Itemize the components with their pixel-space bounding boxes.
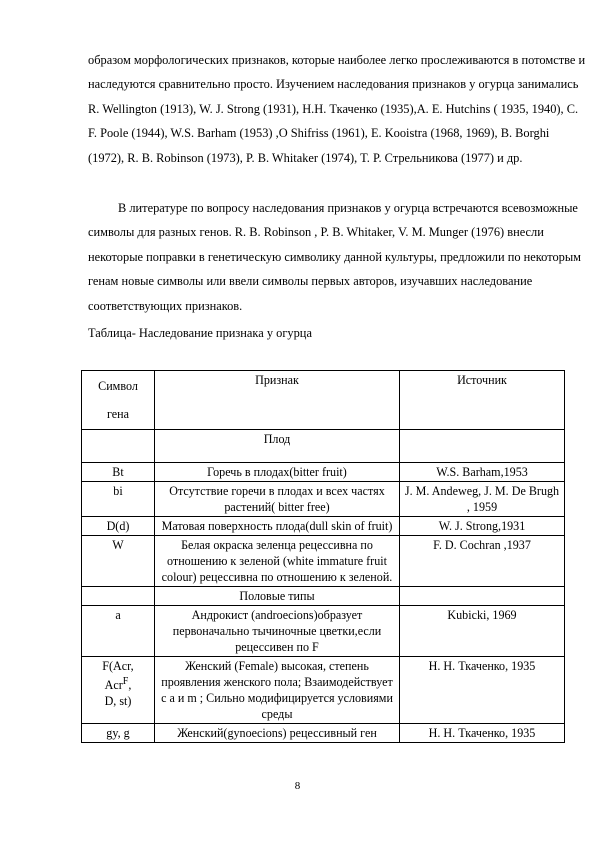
paragraph-symbols (88, 196, 588, 318)
section-label-fruit: Плод (155, 430, 400, 463)
section-row-sex (82, 587, 565, 606)
cell-source: F. D. Cochran ,1937 (400, 536, 565, 587)
table-header-row (82, 371, 565, 430)
cell-source: J. M. Andeweg, J. M. De Brugh , 1959 (400, 482, 565, 517)
cell-symbol: gy, g (82, 724, 155, 743)
table-row (82, 606, 565, 657)
genes-table (81, 370, 565, 743)
cell-symbol: Bt (82, 463, 155, 482)
superscript: F (122, 676, 129, 687)
paragraph-symbols-text: В литературе по вопросу наследования признаков у огурца встречаются всевозможные символы для разных генов. R. B. Robinson , P. B. Whitaker, V. M. Munger (1976) внесли некоторые поправки в генетическую символику данной культуры, предложили по некоторым генам новые символы или ввели символы первых авторов, изучавших наследование соответствующих признаков. (88, 201, 581, 313)
paragraph-authors-text: образом морфологических признаков, которые наиболее легко прослеживаются в потомстве и наследуются сравнительно просто. Изучением наследования признаков у огурца занимались R. Wellington (1913), W. J. Strong (1931), H.H. Ткаченко (1935),A. E. Hutchins ( 1935, 1940), C. F. Poole (1944), W.S. Barham (1953) ,O Shifriss (1961), E. Kooistra (1968, 1969), B. Borghi (1972), R. B. Robinson (1973), P. B. Whitaker (1974), T. P. Стрельникова (1977) и др. (88, 53, 586, 165)
table-row (82, 482, 565, 517)
cell-source: W.S. Barham,1953 (400, 463, 565, 482)
cell-source: W. J. Strong,1931 (400, 517, 565, 536)
cell-trait: Матовая поверхность плода(dull skin of fruit) (155, 517, 400, 536)
page-number: 8 (294, 780, 301, 792)
table-row (82, 657, 565, 724)
cell-symbol: W (82, 536, 155, 587)
table-row (82, 463, 565, 482)
paragraph-authors (88, 48, 588, 170)
cell-source: H. H. Ткаченко, 1935 (400, 657, 565, 724)
table-caption: Таблица- Наследование признака у огурца (88, 326, 312, 340)
header-trait: Признак (155, 371, 400, 430)
cell-trait: Женский (Female) высокая, степень проявления женского пола; Взаимодействует с a и m ; Сильно модифицируется условиями среды (155, 657, 400, 724)
header-symbol: Символ гена (82, 371, 155, 430)
table-row (82, 536, 565, 587)
cell-trait: Белая окраска зеленца рецессивна по отношению к зеленой (white immature fruit colour) рецессивна по отношению к зеленой. (155, 536, 400, 587)
cell-trait: Отсутствие горечи в плодах и всех частях растений( bitter free) (155, 482, 400, 517)
cell-symbol: a (82, 606, 155, 657)
section-row-fruit (82, 430, 565, 463)
cell-symbol: D(d) (82, 517, 155, 536)
cell-trait: Женский(gynoecions) рецессивный ген (155, 724, 400, 743)
cell-source: Kubicki, 1969 (400, 606, 565, 657)
table-row (82, 517, 565, 536)
cell-symbol: bi (82, 482, 155, 517)
cell-symbol: F(Acr, Acr$^F$, D, st) (82, 657, 155, 724)
cell-trait: Андрокист (androecions)образует первоначально тычиночные цветки,если рецессивен по F (155, 606, 400, 657)
cell-source: H. H. Ткаченко, 1935 (400, 724, 565, 743)
section-label-sex: Половые типы (155, 587, 400, 606)
table-row (82, 724, 565, 743)
cell-trait: Горечь в плодах(bitter fruit) (155, 463, 400, 482)
header-source: Источник (400, 371, 565, 430)
